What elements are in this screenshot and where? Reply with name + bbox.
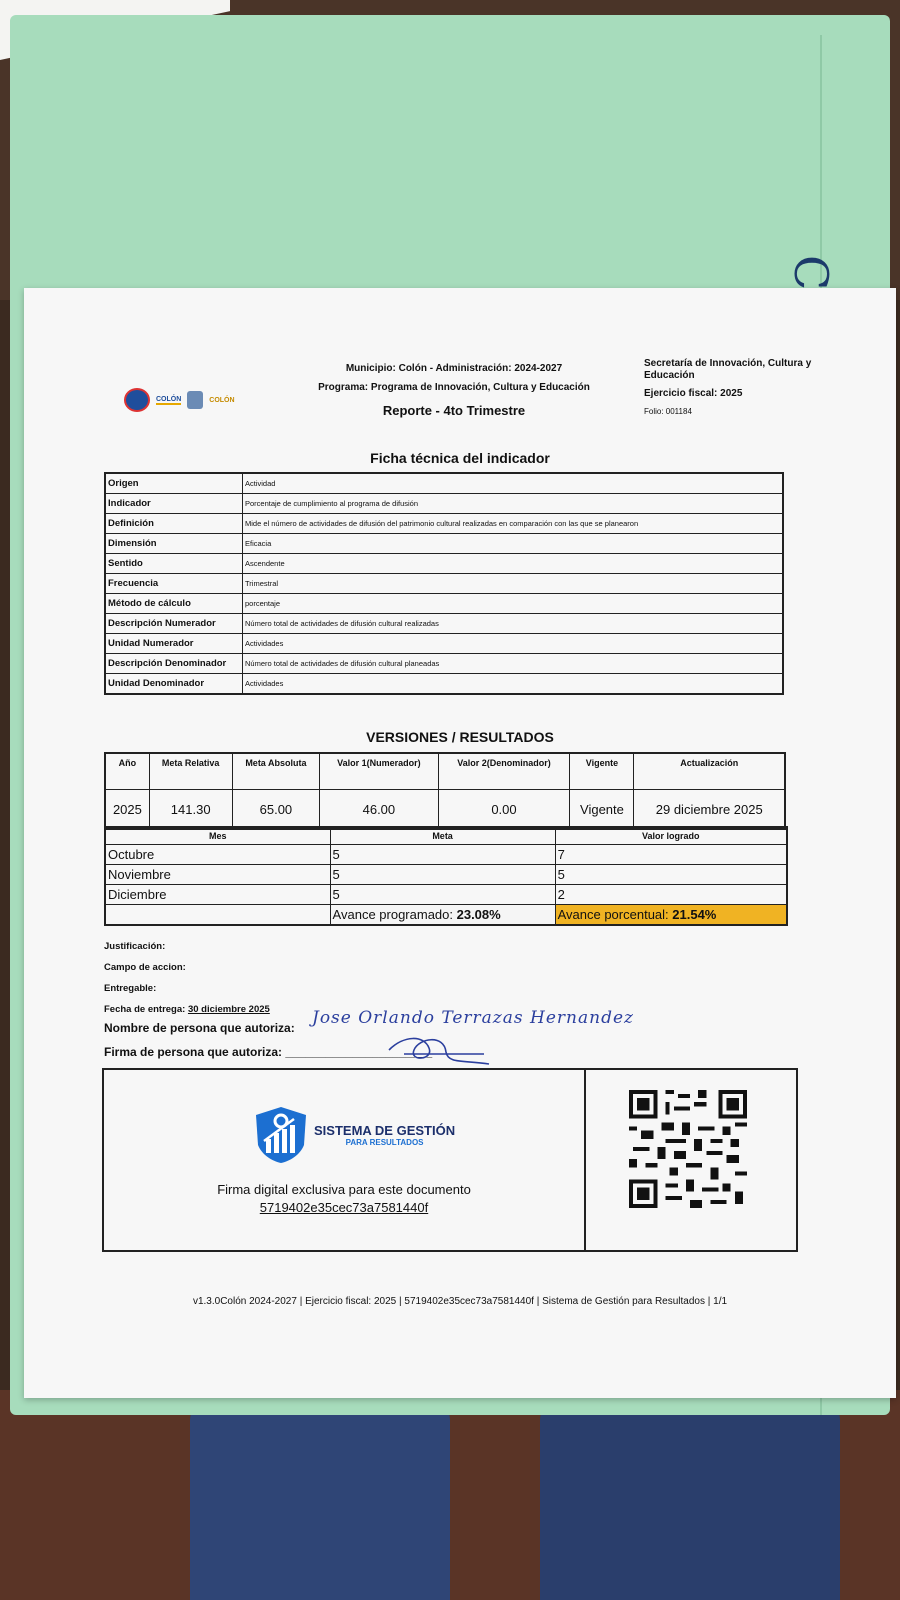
firma-label: Firma de persona que autoriza: (104, 1045, 283, 1059)
versiones-table (104, 752, 786, 830)
fecha-label: Fecha de entrega: (104, 1004, 188, 1015)
ficha-value: Actividad (243, 473, 784, 494)
table-row (105, 865, 787, 885)
qr-code-icon (629, 1090, 747, 1208)
cell-valor2: 0.00 (438, 790, 570, 830)
ficha-key: Método de cálculo (105, 594, 243, 614)
ficha-key: Descripción Numerador (105, 614, 243, 634)
ficha-key: Descripción Denominador (105, 654, 243, 674)
cell-valor-logrado: 2 (555, 885, 787, 905)
cell-empty (105, 905, 330, 926)
handwritten-name: Jose Orlando Terrazas Hernandez (312, 1008, 634, 1028)
page-footer: v1.3.0Colón 2024-2027 | Ejercicio fiscal: 2025 | 5719402e35cec73a7581440f | Sistema de Gestión para Resultados | 1/1 (192, 1296, 728, 1307)
header-reporte: Reporte - 4to Trimestre (382, 403, 526, 418)
logo-text-colon: COLÓN (156, 395, 182, 403)
col-header: Actualización (634, 753, 785, 790)
logos (124, 388, 235, 412)
ficha-value: Porcentaje de cumplimiento al programa de difusión (243, 494, 784, 514)
firma-digital-text: Firma digital exclusiva para este documento (217, 1182, 471, 1197)
ficha-key: Frecuencia (105, 574, 243, 594)
cell-valor-logrado: 7 (555, 845, 787, 865)
detail-lines (104, 941, 270, 1025)
cell-meta-absoluta: 65.00 (232, 790, 320, 830)
table-row (105, 885, 787, 905)
shield-logo-icon (187, 391, 203, 409)
col-header: Año (105, 753, 149, 790)
cell-vigente: Vigente (570, 790, 634, 830)
cell-meta: 5 (330, 885, 555, 905)
versiones-title: VERSIONES / RESULTADOS (366, 729, 554, 745)
ficha-value: Trimestral (243, 574, 784, 594)
ficha-title: Ficha técnica del indicador (370, 450, 550, 466)
logo-text-colon-2: COLÓN (209, 396, 235, 404)
justificacion-label: Justificación: (104, 941, 166, 952)
ficha-value: Número total de actividades de difusión cultural realizadas (243, 614, 784, 634)
cell-anio: 2025 (105, 790, 149, 830)
table-row (105, 905, 787, 926)
jeans-left (190, 1400, 450, 1600)
signature-scribble-icon (384, 1030, 494, 1066)
divider (584, 1070, 586, 1250)
ficha-value: porcentaje (243, 594, 784, 614)
cell-meta-relativa: 141.30 (149, 790, 232, 830)
header-municipio: Municipio: Colón - Administración: 2024-2027 (345, 363, 563, 374)
mes-table (104, 826, 788, 926)
header-folio: Folio: 001184 (644, 407, 692, 416)
report-document (24, 288, 896, 1398)
cell-mes: Octubre (105, 845, 330, 865)
firma-line: ______________________ (285, 1045, 433, 1059)
cell-mes: Diciembre (105, 885, 330, 905)
municipal-logo-icon (124, 388, 150, 412)
table-row (105, 594, 783, 614)
table-row (105, 654, 783, 674)
col-header: Meta Absoluta (232, 753, 320, 790)
cell-meta: 5 (330, 865, 555, 885)
col-header: Vigente (570, 753, 634, 790)
ficha-key: Sentido (105, 554, 243, 574)
ficha-key: Indicador (105, 494, 243, 514)
table-row (105, 574, 783, 594)
avance-porcentual-value: 21.54% (672, 907, 717, 922)
fecha-value: 30 diciembre 2025 (187, 1004, 270, 1015)
fecha-entrega (104, 1004, 270, 1015)
avance-programado (330, 905, 555, 926)
avance-porcentual-label: Avance porcentual: (557, 907, 673, 922)
ficha-value: Número total de actividades de difusión cultural planeadas (243, 654, 784, 674)
ficha-value: Actividades (243, 674, 784, 695)
signature-lines (104, 1021, 432, 1069)
table-header-row (105, 827, 787, 845)
ficha-value: Ascendente (243, 554, 784, 574)
ficha-key: Unidad Denominador (105, 674, 243, 695)
campo-label: Campo de accion: (104, 962, 186, 973)
ficha-key: Unidad Numerador (105, 634, 243, 654)
cell-actualizacion: 29 diciembre 2025 (634, 790, 785, 830)
entregable-label: Entregable: (104, 983, 157, 994)
avance-porcentual (555, 905, 787, 926)
shield-chart-icon (254, 1105, 308, 1165)
table-row (105, 845, 787, 865)
cell-valor1: 46.00 (320, 790, 438, 830)
ficha-key: Origen (105, 473, 243, 494)
col-header: Mes (105, 827, 330, 845)
col-header: Valor logrado (555, 827, 787, 845)
avance-programado-label: Avance programado: (332, 907, 457, 922)
table-row (105, 554, 783, 574)
ficha-value: Mide el número de actividades de difusión del patrimonio cultural realizadas en comparación con las que se planearon (243, 514, 784, 534)
col-header: Valor 1(Numerador) (320, 753, 438, 790)
header-right (644, 358, 824, 416)
header-programa: Programa: Programa de Innovación, Cultura y Educación (318, 382, 590, 393)
table-row (105, 790, 785, 830)
table-header-row (105, 753, 785, 790)
digital-signature-box (102, 1068, 798, 1252)
header-secretaria: Secretaría de Innovación, Cultura y Educación (644, 358, 812, 381)
col-header: Meta (330, 827, 555, 845)
header-center (304, 363, 604, 418)
col-header: Meta Relativa (149, 753, 232, 790)
firma-row (104, 1045, 432, 1059)
col-header: Valor 2(Denominador) (438, 753, 570, 790)
avance-programado-value: 23.08% (456, 907, 501, 922)
table-row (105, 634, 783, 654)
table-row (105, 534, 783, 554)
nombre-label: Nombre de persona que autoriza: (104, 1021, 295, 1035)
ficha-key: Dimensión (105, 534, 243, 554)
sgp-text (314, 1123, 455, 1147)
sgp-line1: SISTEMA DE GESTIÓN (314, 1123, 456, 1138)
sgp-line2: PARA RESULTADOS (345, 1138, 424, 1147)
table-row (105, 494, 783, 514)
table-row (105, 674, 783, 695)
cell-meta: 5 (330, 845, 555, 865)
table-row (105, 614, 783, 634)
header-ejercicio: Ejercicio fiscal: 2025 (644, 388, 743, 399)
ficha-key: Definición (105, 514, 243, 534)
ficha-value: Actividades (243, 634, 784, 654)
table-row (105, 473, 783, 494)
table-row (105, 514, 783, 534)
ficha-table (104, 472, 784, 695)
cell-valor-logrado: 5 (555, 865, 787, 885)
sgp-logo (254, 1105, 455, 1165)
firma-hash: 5719402e35cec73a7581440f (259, 1200, 429, 1215)
jeans-right (540, 1400, 840, 1600)
cell-mes: Noviembre (105, 865, 330, 885)
ficha-value: Eficacia (243, 534, 784, 554)
